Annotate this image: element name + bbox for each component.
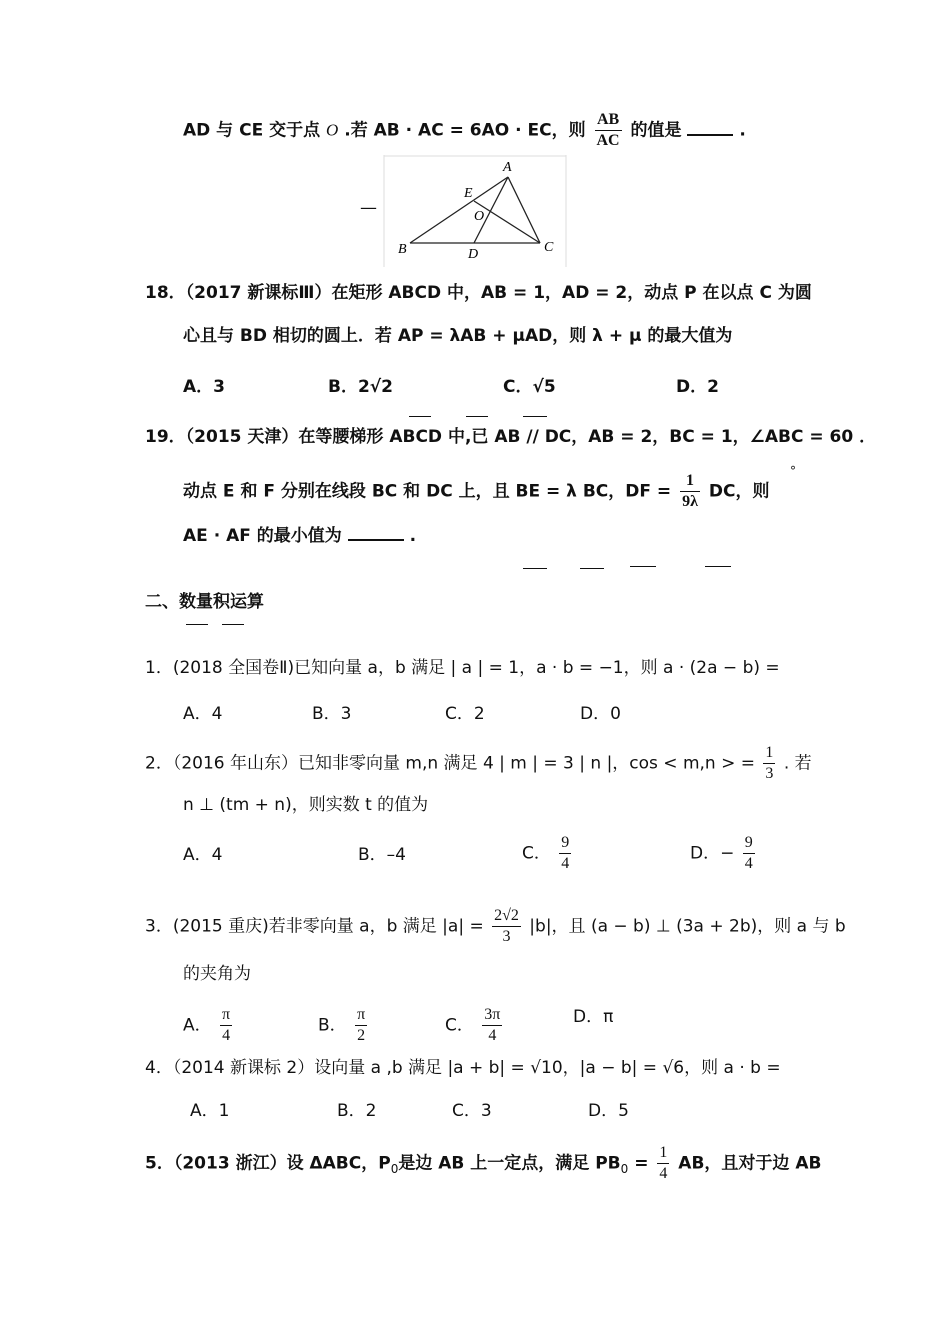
frac-den: 2 [357, 1027, 366, 1044]
q19-line2 [183, 471, 769, 512]
q17-mid: .若 AB · AC = 6AO · EC，则 [344, 120, 586, 141]
q18-num: 18． [145, 283, 186, 303]
p2-option-d-label: D．− [690, 843, 735, 864]
q17-line [183, 110, 746, 151]
frac-num: π [220, 1005, 232, 1026]
p5-line [145, 1143, 821, 1184]
p3-option-d: D．π [573, 1007, 614, 1027]
section-title: 二、数量积运算 [145, 592, 264, 612]
q17-answer-blank [687, 120, 733, 136]
p3-option-b [318, 1005, 370, 1046]
frac-num: π [355, 1005, 367, 1026]
q18-source: （2017 新课标Ⅲ） [185, 283, 332, 303]
p1-text: (2018 全国卷Ⅱ)已知向量 a，b 满足 | a | = 1，a · b = −1，则 a · (2a − b) = [172, 658, 780, 678]
p4-option-b: B．2 [337, 1101, 377, 1121]
q18-line1 [145, 281, 812, 305]
q17-fraction [595, 110, 622, 151]
p5-text-b: 是边 AB 上一定点，满足 PB [398, 1153, 621, 1174]
p5-frac-num: 1 [657, 1143, 669, 1164]
p5-sub0: 0 [390, 1161, 399, 1176]
p2-option-a: A．4 [183, 845, 223, 865]
label-d: D [468, 247, 479, 262]
q18-option-a: A．3 [183, 377, 225, 397]
p2-option-b: B．–4 [358, 845, 406, 865]
q19-line3 [183, 524, 416, 548]
p3-option-c-fraction [482, 1005, 502, 1046]
p2-num: 2． [145, 753, 173, 774]
q18-option-c: C．√5 [503, 377, 556, 397]
frac-den: 4 [561, 855, 570, 872]
vector-bar [580, 568, 604, 569]
p2-option-c [522, 833, 574, 874]
frac-num: 9 [743, 833, 755, 854]
p5-fraction [657, 1143, 669, 1184]
p5-text-d: AB，且对于边 AB [678, 1153, 822, 1174]
p1-num: 1． [145, 658, 173, 678]
p5-sub1: 0 [620, 1161, 629, 1176]
label-c: C [544, 240, 554, 255]
q19-text2b: DC，则 [708, 481, 770, 502]
vector-bar [523, 568, 547, 569]
p5-num: 5． [145, 1153, 174, 1174]
q17-frac-num: AB [595, 110, 622, 131]
vector-bar [186, 624, 208, 625]
q17-point-o: O [326, 120, 339, 140]
vector-bar [630, 566, 656, 567]
p1-option-d: D．0 [580, 704, 621, 724]
q17-tail: 的值是 [630, 120, 682, 141]
triangle-figure [360, 155, 572, 267]
q19-text3: AE · AF 的最小值为 [183, 526, 342, 546]
p3-option-b-fraction [355, 1005, 367, 1046]
p2-text1b: . 若 [783, 753, 812, 774]
p4-line [145, 1056, 781, 1080]
q19-fraction [680, 471, 700, 512]
p2-line1 [145, 743, 812, 784]
p2-line2: n ⊥ (tm + n)，则实数 t 的值为 [183, 795, 429, 815]
vector-bar [523, 416, 547, 417]
p3-option-a [183, 1005, 235, 1046]
p3-fraction [492, 906, 521, 947]
p5-text-a: 设 ΔABC，P [286, 1153, 391, 1174]
p3-option-a-fraction [220, 1005, 232, 1046]
p1-line [145, 656, 780, 680]
p3-option-c-label: C． [445, 1015, 474, 1036]
label-b: B [398, 242, 407, 257]
p4-option-c: C．3 [452, 1101, 492, 1121]
p3-option-a-label: A． [183, 1015, 212, 1036]
p3-option-c [445, 1005, 505, 1046]
label-e: E [464, 186, 473, 201]
q19-num: 19． [145, 427, 186, 447]
p3-line1 [145, 906, 846, 947]
p2-option-c-fraction [559, 833, 571, 874]
vector-bar [466, 416, 488, 417]
frac-num: 3π [482, 1005, 502, 1026]
frac-num: 9 [559, 833, 571, 854]
q19-text1: 在等腰梯形 ABCD 中,已 AB // DC，AB = 2，BC = 1，∠ABC = 60 ． [298, 427, 877, 447]
label-o: O [474, 209, 485, 224]
p3-frac-num: 2√2 [492, 906, 521, 927]
p5-text-c: = [628, 1153, 649, 1174]
p5-source: （2013 浙江） [173, 1153, 287, 1174]
p3-text1a: (2015 重庆)若非零向量 a，b 满足 |a| = [172, 916, 484, 937]
p4-option-a: A．1 [190, 1101, 230, 1121]
p2-option-c-label: C． [522, 843, 551, 864]
p4-text: （2014 新课标 2）设向量 a ,b 满足 |a + b| = √10，|a − b| = √6，则 a · b = [172, 1058, 781, 1078]
q18-text1: 在矩形 ABCD 中，AB = 1，AD = 2，动点 P 在以点 C 为圆 [331, 283, 812, 303]
q17-lead: AD 与 CE 交于点 [183, 120, 321, 141]
q18-option-b: B．2√2 [328, 377, 393, 397]
q18-option-d: D．2 [676, 377, 719, 397]
q19-answer-blank [348, 525, 404, 541]
p1-option-a: A．4 [183, 704, 223, 724]
p1-option-c: C．2 [445, 704, 485, 724]
p2-option-d [690, 833, 758, 874]
p5-frac-den: 4 [659, 1165, 668, 1182]
q19-text2a: 动点 E 和 F 分别在线段 BC 和 DC 上，且 BE = λ BC，DF = [183, 481, 672, 502]
p3-line2: 的夹角为 [183, 964, 251, 984]
vector-bar [705, 566, 731, 567]
figure-dash: — [360, 198, 377, 218]
q19-frac-den: 9λ [682, 493, 698, 510]
q17-figure [360, 155, 572, 267]
q19-end: . [409, 526, 417, 546]
p2-text1a: （2016 年山东）已知非零向量 m,n 满足 4 | m | = 3 | n |，cos < m,n > = [172, 753, 755, 774]
p2-option-d-fraction [743, 833, 755, 874]
p3-option-b-label: B． [318, 1015, 347, 1036]
p2-frac-den: 3 [765, 765, 774, 782]
vector-bar [409, 416, 431, 417]
p4-option-d: D．5 [588, 1101, 629, 1121]
p3-text1b: |b|，且 (a − b) ⊥ (3a + 2b)，则 a 与 b [529, 916, 846, 937]
p2-fraction [763, 743, 775, 784]
p3-num: 3． [145, 916, 173, 937]
q19-source: （2015 天津） [185, 427, 299, 447]
label-a: A [503, 160, 512, 175]
q18-line2: 心且与 BD 相切的圆上．若 AP = λAB + μAD，则 λ + μ 的最大值为 [183, 326, 733, 346]
q17-frac-den: AC [596, 132, 620, 149]
frac-den: 4 [488, 1027, 497, 1044]
q17-end: . [739, 120, 746, 141]
p1-option-b: B．3 [312, 704, 352, 724]
vector-bar [222, 624, 244, 625]
q19-degree: ° [790, 464, 796, 478]
q19-line1 [145, 425, 876, 449]
frac-den: 4 [222, 1027, 231, 1044]
p4-num: 4． [145, 1058, 173, 1078]
p3-frac-den: 3 [502, 928, 511, 945]
q19-frac-num: 1 [680, 471, 700, 492]
frac-den: 4 [744, 855, 753, 872]
p2-frac-num: 1 [763, 743, 775, 764]
